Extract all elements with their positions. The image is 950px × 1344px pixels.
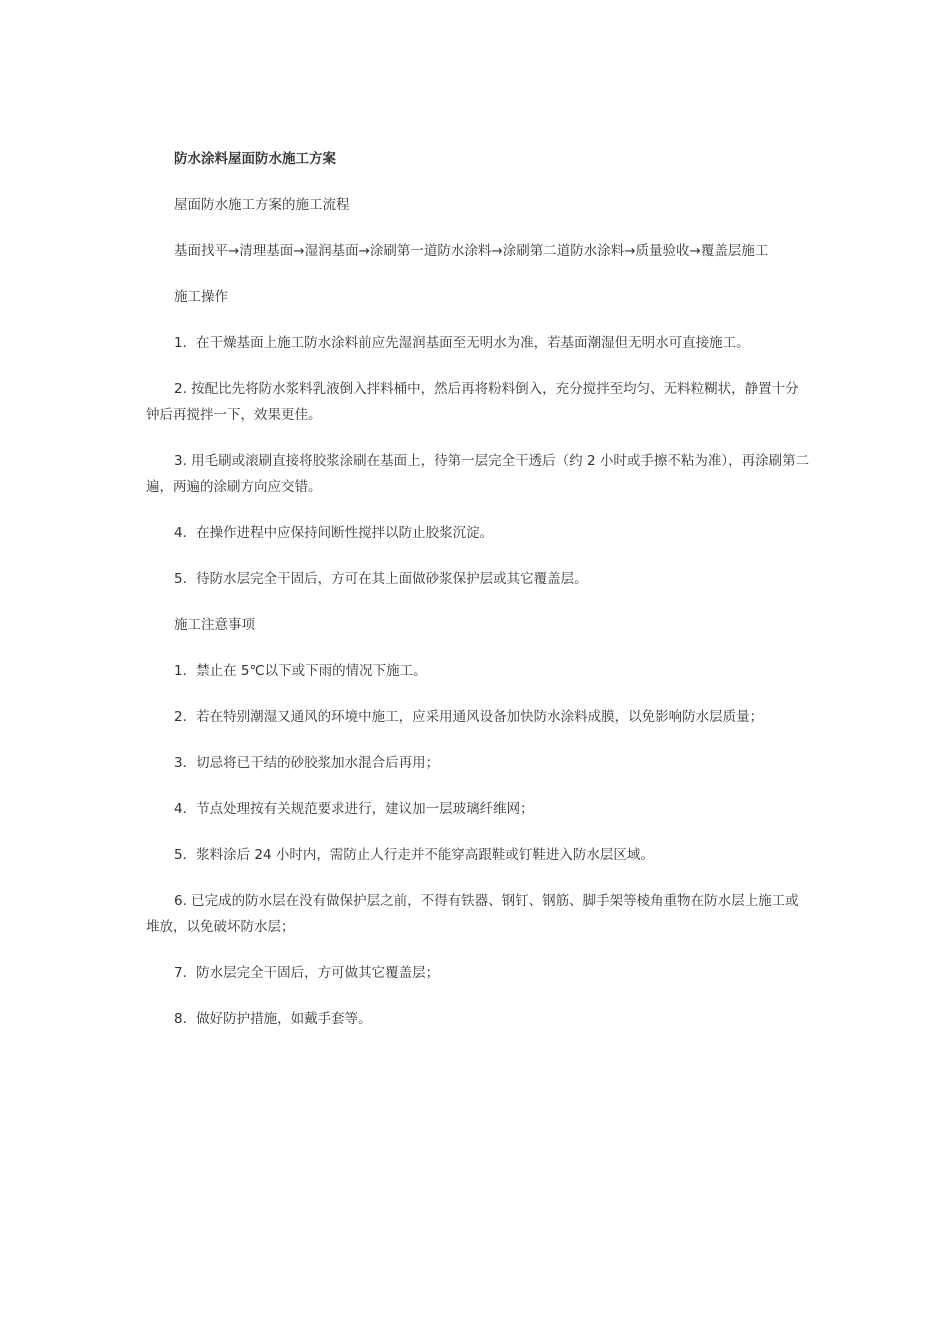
- document-title: 防水涂料屋面防水施工方案: [174, 151, 336, 167]
- note-1: 1．禁止在 5℃以下或下雨的情况下施工。: [174, 663, 427, 679]
- operation-step-3: 3. 用毛刷或滚刷直接将胶浆涂刷在基面上，待第一层完全干透后（约 2 小时或手擦不粘为准），再涂刷第二遍，两遍的涂刷方向应交错。: [146, 453, 810, 495]
- note-4: 4．节点处理按有关规范要求进行，建议加一层玻璃纤维网；: [174, 801, 534, 817]
- notes-heading: 施工注意事项: [174, 617, 255, 633]
- operation-step-4: 4．在操作进程中应保持间断性搅拌以防止胶浆沉淀。: [174, 525, 494, 541]
- operation-step-5: 5．待防水层完全干固后，方可在其上面做砂浆保护层或其它覆盖层。: [174, 571, 588, 587]
- flow-heading: 屋面防水施工方案的施工流程: [174, 197, 350, 213]
- flow-text: 基面找平→清理基面→湿润基面→涂刷第一道防水涂料→涂刷第二道防水涂料→质量验收→覆盖层施工: [174, 243, 769, 259]
- note-3: 3．切忌将已干结的砂胶浆加水混合后再用；: [174, 755, 440, 771]
- note-7: 7．防水层完全干固后，方可做其它覆盖层；: [174, 965, 440, 981]
- operation-step-1: 1．在干燥基面上施工防水涂料前应先湿润基面至无明水为准，若基面潮湿但无明水可直接施工。: [174, 335, 750, 351]
- note-8: 8．做好防护措施，如戴手套等。: [174, 1011, 372, 1027]
- operation-heading: 施工操作: [174, 289, 228, 305]
- document-body: [146, 146, 810, 1052]
- operation-step-2: 2. 按配比先将防水浆料乳液倒入拌料桶中，然后再将粉料倒入，充分搅拌至均匀、无料粒糊状，静置十分钟后再搅拌一下，效果更佳。: [146, 381, 799, 423]
- note-5: 5．浆料涂后 24 小时内，需防止人行走并不能穿高跟鞋或钉鞋进入防水层区域。: [174, 847, 654, 863]
- note-6: 6. 已完成的防水层在没有做保护层之前，不得有铁器、钢钉、钢筋、脚手架等棱角重物在防水层上施工或堆放，以免破坏防水层；: [146, 893, 799, 935]
- note-2: 2．若在特别潮湿又通风的环境中施工，应采用通风设备加快防水涂料成膜，以免影响防水层质量；: [174, 709, 764, 725]
